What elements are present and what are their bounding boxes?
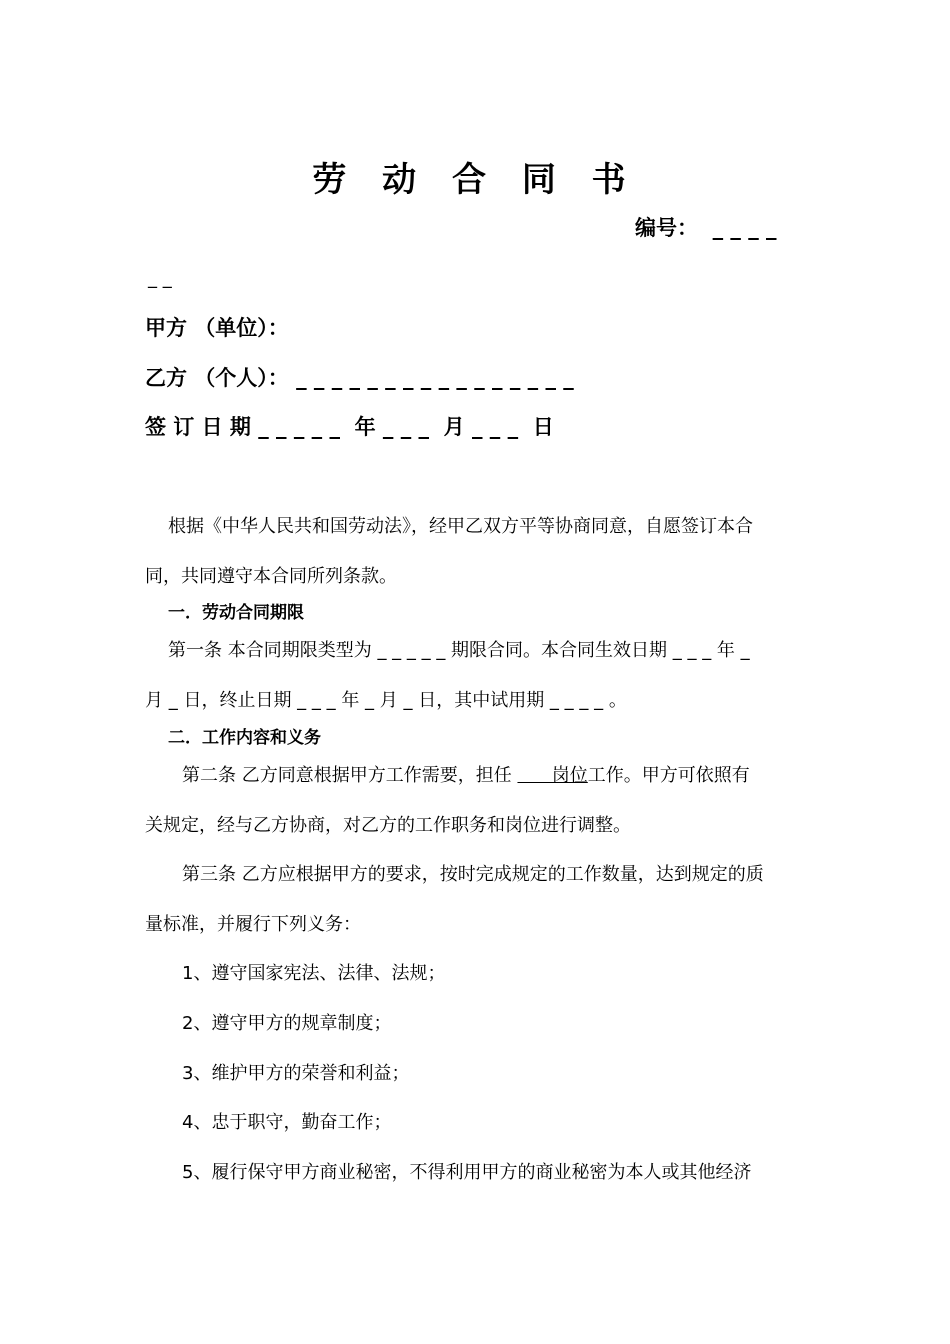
article-2-line-1 (182, 761, 750, 787)
article-1-line-2: 月 _ 日，终止日期 _ _ _ 年 _ 月 _ 日，其中试用期 _ _ _ _ 。 (145, 690, 627, 711)
duty-list-item: 4、忠于职守，勤奋工作； (182, 1112, 392, 1133)
duty-list-item: 1、遵守国家宪法、法律、法规； (182, 963, 446, 984)
article-2-text-start: 第二条 乙方同意根据甲方工作需要，担任 (182, 765, 518, 786)
sign-date-line: 签 订 日 期 _ _ _ _ _ 年 _ _ _ 月 _ _ _ 日 (145, 415, 554, 439)
section-heading-work-content: 二．工作内容和义务 (168, 728, 321, 748)
article-3-line-2: 量标准，并履行下列义务： (145, 914, 361, 935)
contract-number-label: 编号： _ _ _ _ (635, 216, 777, 240)
contract-number-continuation: _ _ (148, 268, 172, 289)
document-title: 劳 动 合 同 书 (312, 160, 638, 200)
intro-paragraph-line-1: 根据《中华人民共和国劳动法》，经甲乙双方平等协商同意，自愿签订本合 (168, 516, 753, 537)
party-a-label: 甲方 （单位）： (145, 316, 289, 340)
party-b-label: 乙方 （个人）： _ _ _ _ _ _ _ _ _ _ _ _ _ _ _ _ (145, 366, 574, 390)
duty-list-item: 2、遵守甲方的规章制度； (182, 1013, 392, 1034)
article-1-line-1: 第一条 本合同期限类型为 _ _ _ _ _ 期限合同。本合同生效日期 _ _ _ 年 _ (168, 640, 750, 661)
article-3-line-1: 第三条 乙方应根据甲方的要求，按时完成规定的工作数量，达到规定的质 (182, 864, 764, 885)
intro-paragraph-line-2: 同，共同遵守本合同所列条款。 (145, 566, 397, 587)
duty-list-item: 3、维护甲方的荣誉和利益； (182, 1063, 410, 1084)
article-2-line-2: 关规定，经与乙方协商，对乙方的工作职务和岗位进行调整。 (145, 815, 631, 836)
position-blank-field: 岗位 (517, 765, 588, 786)
article-2-text-end: 工作。甲方可依照有 (587, 765, 750, 786)
duty-list-item: 5、履行保守甲方商业秘密，不得利用甲方的商业秘密为本人或其他经济 (182, 1162, 752, 1183)
section-heading-contract-term: 一．劳动合同期限 (168, 603, 304, 623)
